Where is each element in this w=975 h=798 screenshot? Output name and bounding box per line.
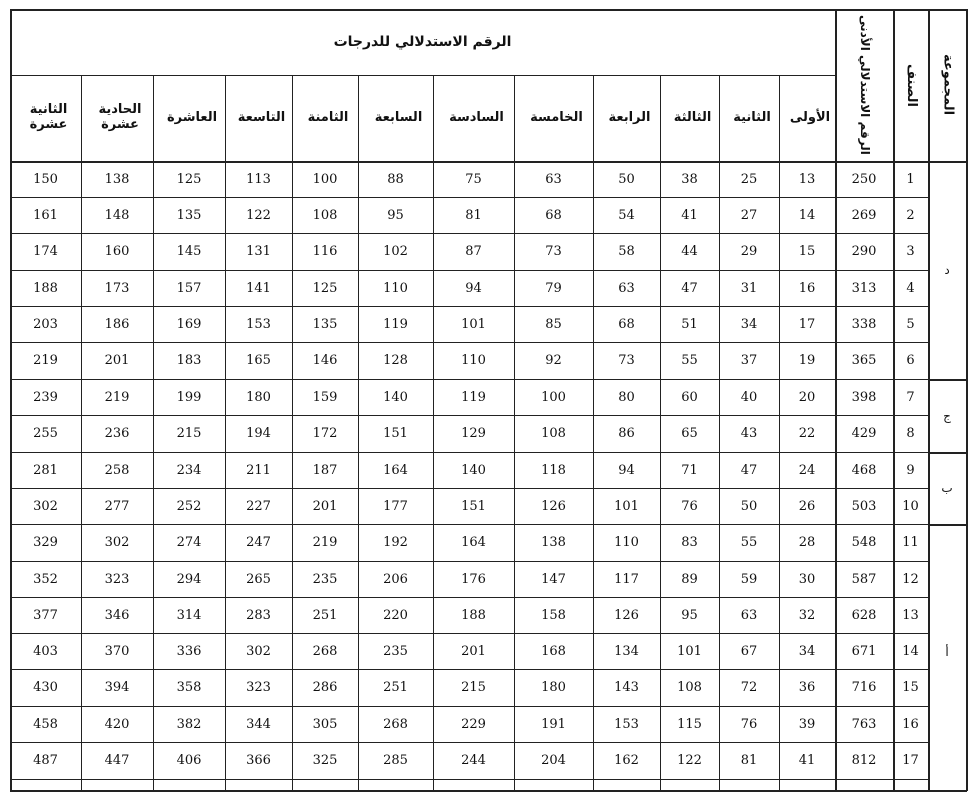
grade-cell: 206 [383, 571, 408, 587]
grade-cell: 220 [383, 607, 408, 623]
class-cell: 9 [906, 462, 915, 478]
grade-cell: 487 [33, 753, 58, 768]
grade-cell: 188 [33, 280, 58, 296]
grade-cell: 118 [541, 462, 566, 478]
grade-cell: 146 [312, 353, 338, 368]
grade-cell: 102 [383, 244, 408, 259]
min-index-cell: 250 [851, 171, 877, 187]
grade-cell: 76 [681, 498, 698, 514]
grade-cell: 36 [798, 680, 816, 695]
class-cell: 7 [906, 389, 915, 405]
grade-cell: 83 [681, 535, 698, 550]
grade-cell: 140 [383, 389, 408, 405]
class-cell: 14 [902, 643, 919, 659]
grade-index-table [10, 9, 966, 791]
grade-cell: 274 [176, 535, 202, 550]
grade-cell: 38 [681, 171, 698, 187]
grade-cell: 268 [312, 643, 338, 659]
grade-cell: 265 [246, 571, 271, 587]
grade-cell: 164 [461, 535, 486, 550]
min-index-cell: 763 [851, 716, 877, 732]
grade-cell: 60 [681, 389, 698, 405]
grade-cell: 258 [104, 462, 130, 478]
grade-cell: 26 [798, 498, 816, 514]
grade-cell: 41 [798, 753, 816, 768]
grade-cell: 131 [246, 244, 271, 259]
grade-cell: 43 [740, 426, 758, 441]
grade-cell: 138 [541, 535, 566, 550]
grade-cell: 113 [246, 171, 271, 187]
grade-cell: 281 [33, 462, 58, 478]
grade-cell: 100 [541, 389, 566, 405]
min-index-cell: 429 [851, 426, 877, 441]
grade-header: الخامسة [530, 109, 583, 125]
grade-cell: 86 [618, 426, 635, 441]
grade-cell: 346 [104, 607, 130, 623]
grade-header: السادسة [449, 109, 504, 125]
grade-cell: 143 [614, 680, 639, 695]
grade-cell: 54 [618, 207, 635, 223]
grade-cell: 145 [176, 244, 202, 259]
grade-header: السابعة [374, 109, 423, 125]
grade-cell: 329 [33, 535, 58, 550]
grade-cell: 157 [176, 280, 202, 296]
min-index-cell: 716 [851, 680, 877, 695]
grade-cell: 51 [681, 316, 698, 332]
grade-cell: 286 [312, 680, 338, 695]
min-index-cell: 338 [851, 316, 877, 332]
grade-cell: 115 [677, 716, 702, 732]
grade-header: الأولى [789, 109, 831, 125]
grade-cell: 147 [541, 571, 566, 587]
grade-cell: 336 [176, 643, 202, 659]
grade-cell: 219 [33, 353, 58, 368]
grade-cell: 420 [104, 716, 130, 732]
grade-cell: 148 [104, 207, 130, 223]
grade-cell: 32 [798, 607, 816, 623]
grade-cell: 172 [312, 426, 338, 441]
grade-cell: 73 [618, 353, 635, 368]
grade-cell: 20 [798, 389, 816, 405]
grade-cell: 204 [541, 753, 566, 768]
grade-cell: 47 [740, 462, 758, 478]
grade-cell: 244 [461, 753, 486, 768]
min-index-cell: 365 [851, 353, 877, 368]
grade-cell: 165 [246, 353, 271, 368]
grade-cell: 63 [740, 607, 758, 623]
min-index-cell: 269 [851, 207, 877, 223]
grade-cell: 403 [33, 643, 58, 659]
grade-cell: 201 [312, 498, 338, 514]
class-cell: 12 [902, 571, 919, 587]
grade-cell: 159 [312, 389, 338, 405]
grade-cell: 302 [33, 498, 58, 514]
grade-cell: 116 [312, 244, 338, 259]
grade-cell: 47 [681, 280, 698, 296]
grade-cell: 219 [104, 389, 130, 405]
grade-cell: 119 [461, 389, 486, 405]
class-cell: 5 [906, 316, 915, 332]
grade-cell: 108 [312, 207, 338, 223]
grade-cell: 377 [33, 607, 58, 623]
class-cell: 3 [906, 244, 915, 259]
grade-cell: 158 [541, 607, 566, 623]
grade-cell: 110 [383, 280, 408, 296]
grade-cell: 227 [246, 498, 271, 514]
grade-cell: 305 [312, 716, 338, 732]
grade-cell: 76 [740, 716, 758, 732]
grade-cell: 81 [740, 753, 758, 768]
grade-cell: 168 [541, 643, 566, 659]
grade-cell: 58 [618, 244, 635, 259]
grade-header: الثالثة [673, 109, 712, 125]
grade-cell: 219 [312, 535, 338, 550]
min-index-cell: 503 [851, 498, 877, 514]
grade-cell: 323 [246, 680, 271, 695]
class-cell: 13 [902, 607, 919, 623]
grade-cell: 63 [618, 280, 635, 296]
group-label: ج [943, 408, 951, 423]
grade-cell: 59 [740, 571, 758, 587]
min-index-cell: 398 [851, 389, 877, 405]
grade-cell: 88 [387, 171, 404, 187]
grade-cell: 191 [541, 716, 566, 732]
grade-cell: 358 [176, 680, 202, 695]
grade-cell: 138 [104, 171, 130, 187]
grade-cell: 73 [545, 244, 562, 259]
grade-cell: 39 [798, 716, 816, 732]
grade-cell: 122 [246, 207, 271, 223]
grade-cell: 344 [246, 716, 271, 732]
grade-cell: 50 [740, 498, 758, 514]
grade-cell: 277 [104, 498, 130, 514]
grade-cell: 101 [677, 643, 702, 659]
class-cell: 15 [902, 680, 919, 695]
grade-cell: 314 [176, 607, 202, 623]
grade-cell: 211 [246, 462, 271, 478]
grade-cell: 122 [677, 753, 702, 768]
grade-cell: 236 [104, 426, 130, 441]
grade-cell: 150 [33, 171, 58, 187]
grade-cell: 134 [614, 643, 639, 659]
min-index-cell: 812 [851, 753, 877, 768]
grade-cell: 100 [312, 171, 338, 187]
grade-cell: 31 [740, 280, 758, 296]
grade-cell: 251 [383, 680, 408, 695]
grade-cell: 285 [383, 753, 408, 768]
min-index-cell: 468 [851, 462, 877, 478]
grade-cell: 87 [465, 244, 482, 259]
class-cell: 4 [906, 280, 915, 296]
table-rule [966, 9, 968, 791]
grade-cell: 129 [461, 426, 486, 441]
grade-cell: 117 [614, 571, 639, 587]
grade-cell: 25 [740, 171, 758, 187]
grade-cell: 110 [461, 353, 486, 368]
class-cell: 11 [902, 535, 919, 550]
grade-cell: 72 [740, 680, 758, 695]
grade-cell: 160 [104, 244, 130, 259]
grade-cell: 229 [461, 716, 486, 732]
grade-cell: 447 [104, 753, 130, 768]
min-index-cell: 313 [851, 280, 877, 296]
class-cell: 1 [906, 171, 915, 187]
grade-cell: 55 [681, 353, 698, 368]
grade-cell: 119 [383, 316, 408, 332]
grade-cell: 247 [246, 535, 271, 550]
grade-cell: 85 [545, 316, 562, 332]
grade-cell: 80 [618, 389, 635, 405]
grade-cell: 24 [798, 462, 816, 478]
grade-cell: 325 [312, 753, 338, 768]
grade-cell: 153 [614, 716, 639, 732]
grade-cell: 19 [798, 353, 816, 368]
min-index-cell: 671 [851, 643, 877, 659]
grade-cell: 95 [387, 207, 404, 223]
grade-header: الحادية عشرة [98, 102, 142, 132]
grade-cell: 239 [33, 389, 58, 405]
grade-cell: 55 [740, 535, 758, 550]
grade-cell: 234 [176, 462, 202, 478]
table-rule [10, 779, 928, 780]
grade-cell: 188 [461, 607, 486, 623]
grade-cell: 41 [681, 207, 698, 223]
grade-cell: 323 [104, 571, 130, 587]
grade-cell: 108 [541, 426, 566, 441]
grade-cell: 283 [246, 607, 271, 623]
grade-cell: 366 [246, 753, 271, 768]
group-column-header: المجموعة [940, 54, 956, 116]
grade-cell: 81 [465, 207, 482, 223]
table-title: الرقم الاستدلالي للدرجات [333, 33, 512, 50]
grade-cell: 164 [383, 462, 408, 478]
grade-cell: 15 [798, 244, 816, 259]
grade-cell: 29 [740, 244, 758, 259]
grade-cell: 180 [541, 680, 566, 695]
grade-cell: 101 [461, 316, 486, 332]
grade-cell: 27 [740, 207, 758, 223]
grade-cell: 370 [104, 643, 130, 659]
grade-cell: 13 [798, 171, 816, 187]
grade-cell: 125 [312, 280, 338, 296]
grade-cell: 255 [33, 426, 58, 441]
grade-cell: 125 [176, 171, 202, 187]
grade-cell: 141 [246, 280, 271, 296]
grade-cell: 187 [312, 462, 338, 478]
grade-cell: 44 [681, 244, 698, 259]
grade-cell: 135 [176, 207, 202, 223]
grade-cell: 126 [541, 498, 566, 514]
class-cell: 6 [906, 353, 915, 368]
grade-cell: 151 [461, 498, 486, 514]
grade-cell: 40 [740, 389, 758, 405]
grade-cell: 30 [798, 571, 816, 587]
grade-cell: 92 [545, 353, 562, 368]
grade-cell: 201 [104, 353, 130, 368]
grade-cell: 34 [798, 643, 816, 659]
grade-header: الرابعة [608, 109, 651, 125]
grade-cell: 180 [246, 389, 271, 405]
grade-cell: 430 [33, 680, 58, 695]
class-cell: 10 [902, 498, 919, 514]
grade-cell: 71 [681, 462, 698, 478]
grade-cell: 75 [465, 171, 482, 187]
grade-cell: 382 [176, 716, 202, 732]
grade-cell: 235 [383, 643, 408, 659]
grade-cell: 186 [104, 316, 130, 332]
grade-cell: 128 [383, 353, 408, 368]
grade-cell: 37 [740, 353, 758, 368]
class-column-header: الصنف [903, 63, 919, 107]
grade-cell: 68 [545, 207, 562, 223]
grade-cell: 110 [614, 535, 639, 550]
group-label: ب [941, 481, 953, 495]
grade-cell: 161 [33, 207, 58, 223]
grade-cell: 302 [104, 535, 130, 550]
grade-cell: 352 [33, 571, 58, 587]
grade-cell: 294 [176, 571, 202, 587]
grade-cell: 16 [798, 280, 816, 296]
grade-cell: 235 [312, 571, 338, 587]
grade-cell: 176 [461, 571, 486, 587]
grade-cell: 302 [246, 643, 271, 659]
grade-cell: 65 [681, 426, 698, 441]
grade-cell: 79 [545, 280, 562, 296]
grade-cell: 50 [618, 171, 635, 187]
min-index-column-header: الرقم الاستدلالي الأدنى [857, 15, 872, 155]
grade-cell: 68 [618, 316, 635, 332]
grade-cell: 17 [798, 316, 816, 332]
group-label: أ [945, 644, 949, 659]
grade-cell: 94 [465, 280, 482, 296]
grade-cell: 95 [681, 607, 698, 623]
grade-cell: 108 [677, 680, 702, 695]
grade-header: الثانية عشرة [29, 102, 68, 132]
grade-cell: 201 [461, 643, 486, 659]
grade-cell: 406 [176, 753, 202, 768]
grade-cell: 268 [383, 716, 408, 732]
grade-cell: 101 [614, 498, 639, 514]
grade-cell: 203 [33, 316, 58, 332]
grade-header: الثامنة [307, 109, 349, 125]
class-cell: 16 [902, 716, 919, 732]
grade-cell: 173 [104, 280, 130, 296]
grade-cell: 34 [740, 316, 758, 332]
grade-cell: 215 [176, 426, 202, 441]
class-cell: 8 [906, 426, 915, 441]
min-index-cell: 290 [851, 244, 877, 259]
grade-cell: 135 [312, 316, 338, 332]
grade-cell: 251 [312, 607, 338, 623]
grade-cell: 63 [545, 171, 562, 187]
grade-cell: 22 [798, 426, 816, 441]
min-index-cell: 628 [851, 607, 877, 623]
grade-cell: 140 [461, 462, 486, 478]
grade-cell: 162 [614, 753, 639, 768]
class-cell: 2 [906, 207, 915, 223]
grade-cell: 169 [176, 316, 202, 332]
grade-cell: 14 [798, 207, 816, 223]
class-cell: 17 [902, 753, 919, 768]
grade-cell: 215 [461, 680, 486, 695]
grade-cell: 192 [383, 535, 408, 550]
grade-cell: 153 [246, 316, 271, 332]
grade-cell: 458 [33, 716, 58, 732]
grade-header: العاشرة [166, 109, 218, 125]
grade-cell: 177 [383, 498, 408, 514]
min-index-cell: 587 [851, 571, 877, 587]
grade-cell: 94 [618, 462, 635, 478]
grade-cell: 28 [798, 535, 816, 550]
grade-cell: 199 [176, 389, 202, 405]
grade-cell: 183 [176, 353, 202, 368]
group-label: د [944, 263, 950, 277]
grade-cell: 194 [246, 426, 271, 441]
min-index-cell: 548 [851, 535, 877, 550]
grade-cell: 151 [383, 426, 408, 441]
grade-cell: 252 [176, 498, 202, 514]
grade-cell: 126 [614, 607, 639, 623]
grade-cell: 394 [104, 680, 130, 695]
grade-cell: 174 [33, 244, 58, 259]
grade-cell: 67 [740, 643, 758, 659]
grade-header: الثانية [733, 109, 771, 125]
grade-header: التاسعة [237, 109, 286, 125]
grade-cell: 89 [681, 571, 698, 587]
